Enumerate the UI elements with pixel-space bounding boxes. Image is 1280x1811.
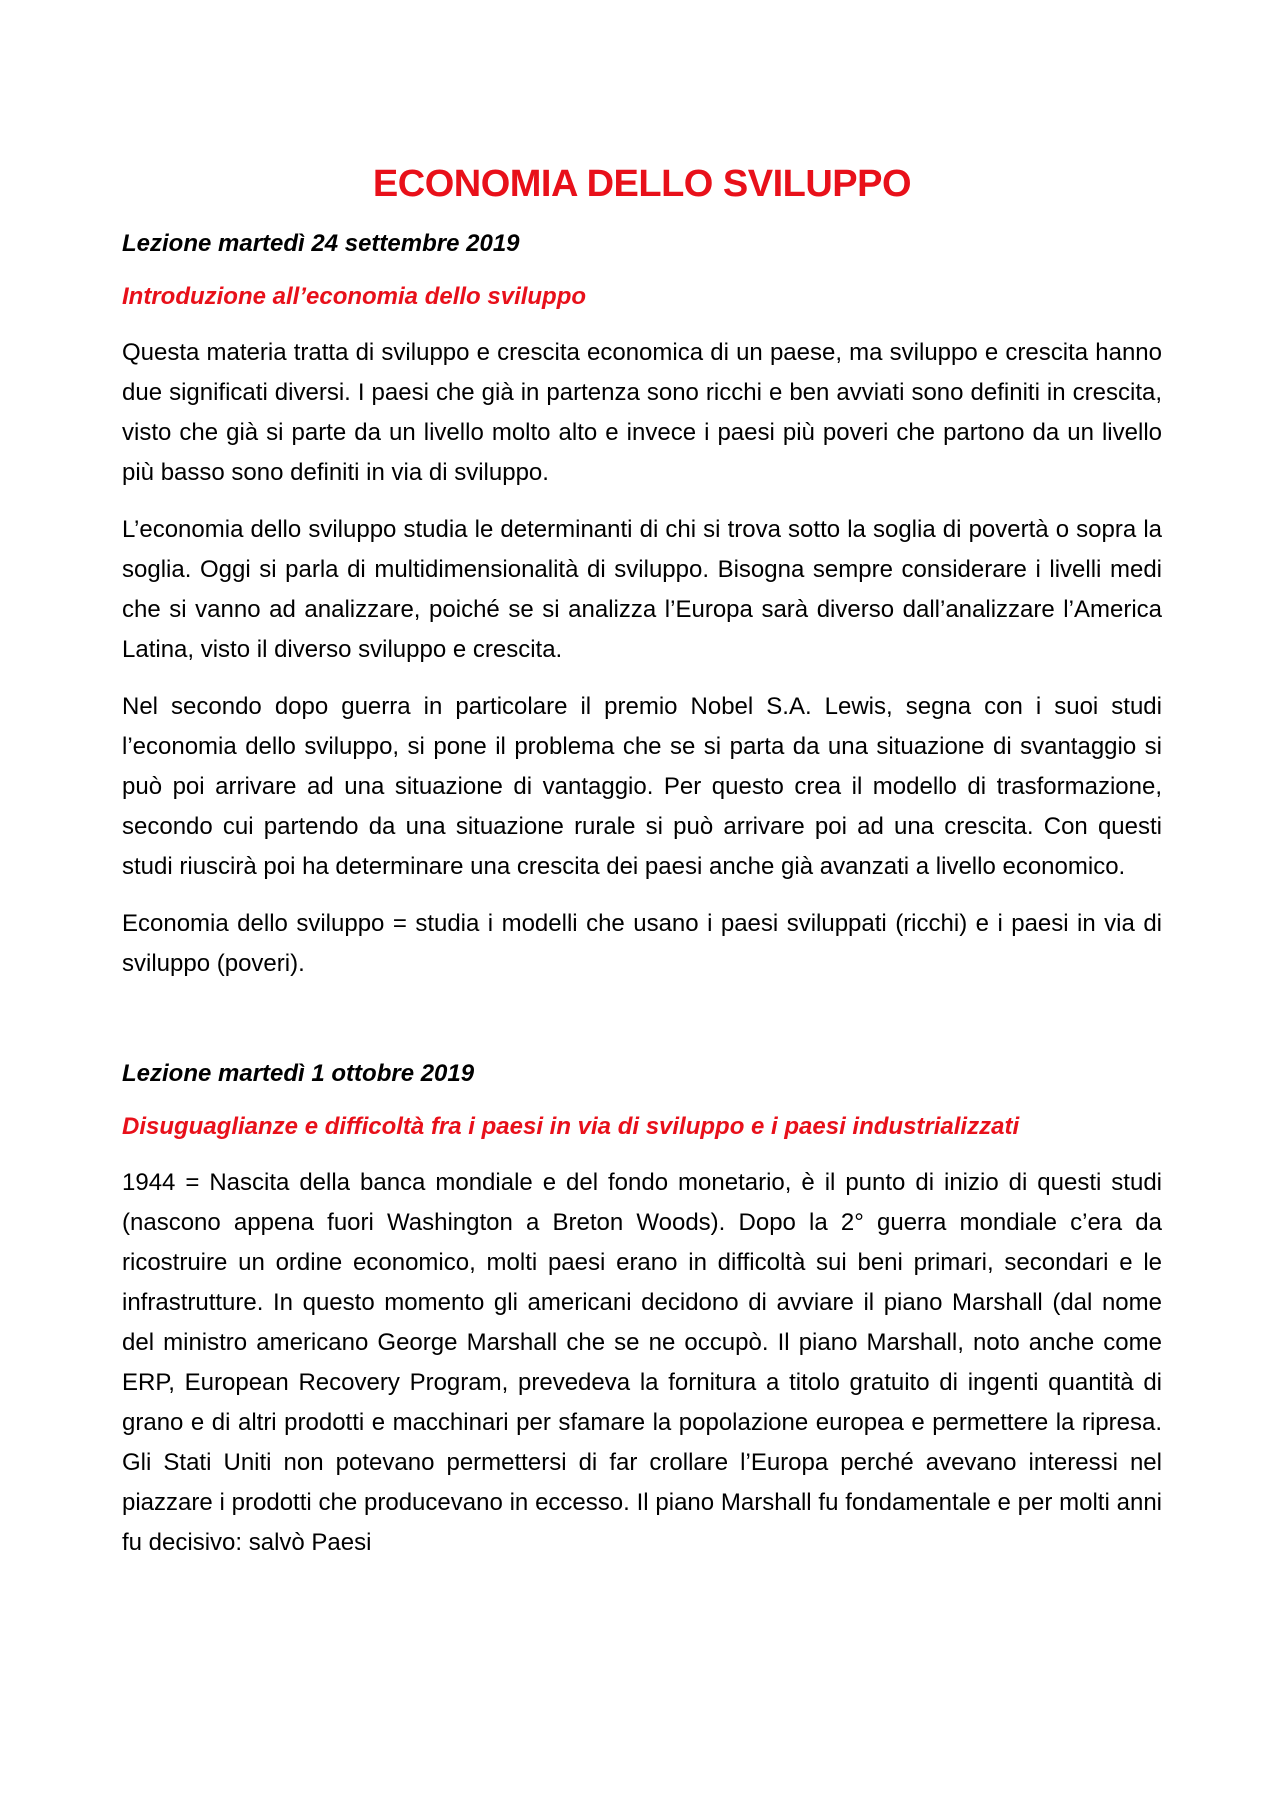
paragraph: Questa materia tratta di sviluppo e crescita economica di un paese, ma sviluppo e crescita hanno due significati diversi. I paesi che già in partenza sono ricchi e ben avviati sono definiti in crescita, visto che già si parte da un livello molto alto e invece i paesi più poveri che partono da un livello più basso sono definiti in via di sviluppo. bbox=[122, 339, 1162, 486]
paragraph: Economia dello sviluppo = studia i modelli che usano i paesi sviluppati (ricchi) e i paesi in via di sviluppo (poveri). bbox=[122, 910, 1162, 977]
paragraph: Nel secondo dopo guerra in particolare il premio Nobel S.A. Lewis, segna con i suoi studi l’economia dello sviluppo, si pone il problema che se si parta da una situazione di svantaggio si può poi arrivare ad una situazione di vantaggio. Per questo crea il modello di trasformazione, secondo cui partendo da una situazione rurale si può arrivare poi ad una crescita. Con questi studi riuscirà poi ha determinare una crescita dei paesi anche già avanzati a livello economico. bbox=[122, 693, 1162, 880]
section-spacer bbox=[122, 1001, 1162, 1058]
lesson-date: Lezione martedì 24 settembre 2019 bbox=[122, 230, 520, 257]
lesson-topic: Introduzione all’economia dello sviluppo bbox=[122, 283, 587, 310]
document-page bbox=[122, 150, 1162, 1580]
lesson-date: Lezione martedì 1 ottobre 2019 bbox=[122, 1060, 475, 1087]
paragraph: 1944 = Nascita della banca mondiale e del fondo monetario, è il punto di inizio di questi studi (nascono appena fuori Washington a Breton Woods). Dopo la 2° guerra mondiale c’era da ricostruire un ordine economico, molti paesi erano in difficoltà sui beni primari, secondari e le infrastrutture. In questo momento gli americani decidono di avviare il piano Marshall (dal nome del ministro americano George Marshall che se ne occupò. Il piano Marshall, noto anche come ERP, European Recovery Program, prevedeva la fornitura a titolo gratuito di ingenti quantità di grano e di altri prodotti e macchinari per sfamare la popolazione europea e permettere la ripresa. Gli Stati Uniti non potevano permettersi di far crollare l’Europa perché avevano interessi nel piazzare i prodotti che producevano in eccesso. Il piano Marshall fu fondamentale e per molti anni fu decisivo: salvò Paesi bbox=[122, 1169, 1162, 1556]
document-title: ECONOMIA DELLO SVILUPPO bbox=[372, 163, 912, 205]
lesson-topic: Disuguaglianze e difficoltà fra i paesi in via di sviluppo e i paesi industrializzati bbox=[122, 1113, 1020, 1140]
paragraph: L’economia dello sviluppo studia le determinanti di chi si trova sotto la soglia di povertà o sopra la soglia. Oggi si parla di multidimensionalità di sviluppo. Bisogna sempre considerare i livelli medi che si vanno ad analizzare, poiché se si analizza l’Europa sarà diverso dall’analizzare l’America Latina, visto il diverso sviluppo e crescita. bbox=[122, 516, 1162, 663]
